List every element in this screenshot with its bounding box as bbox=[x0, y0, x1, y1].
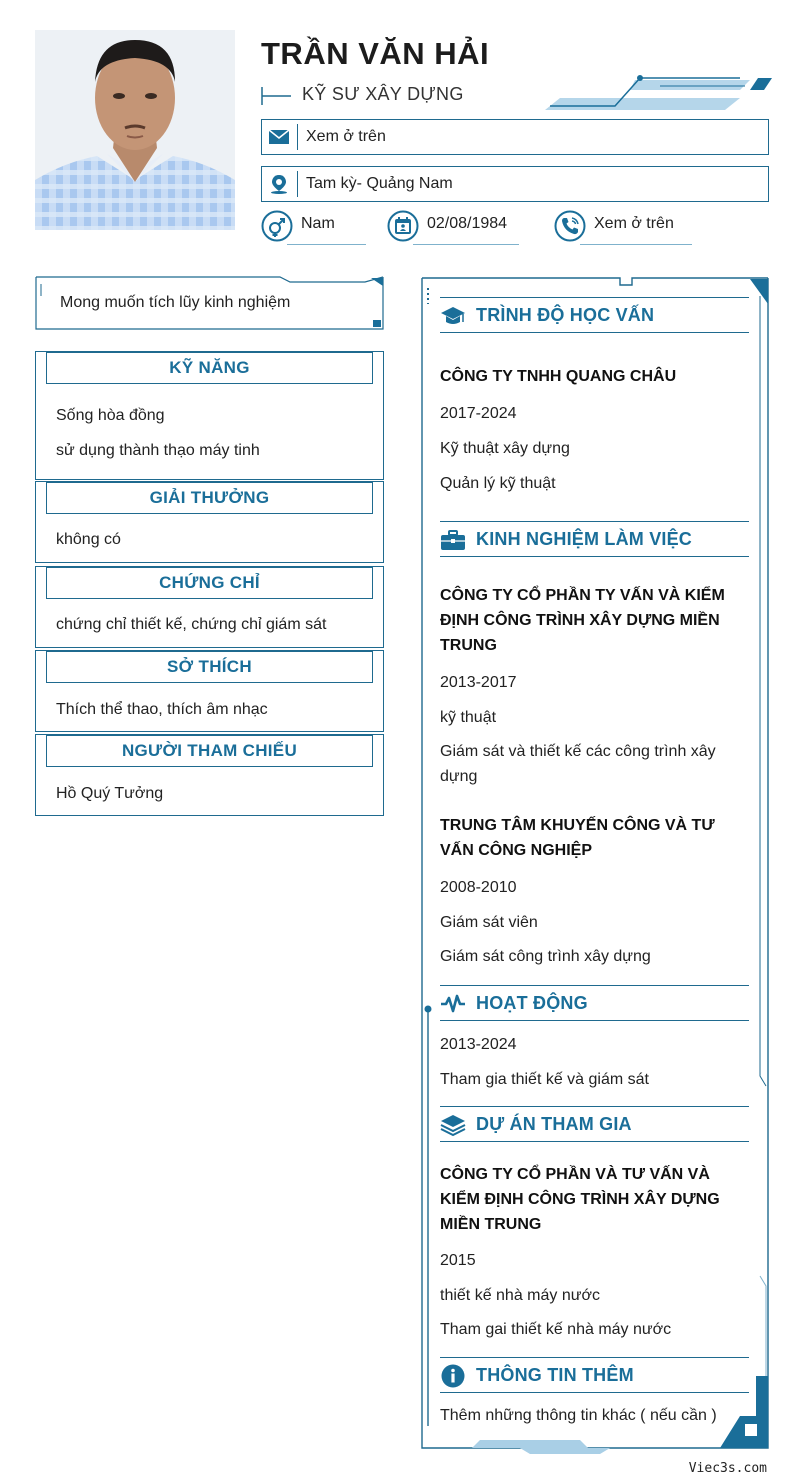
job-period: 2013-2017 bbox=[440, 674, 517, 691]
education-title: TRÌNH ĐỘ HỌC VẤN bbox=[476, 305, 655, 325]
skills-section bbox=[35, 351, 384, 480]
email-value: Xem ở trên bbox=[306, 128, 386, 145]
education-period: 2017-2024 bbox=[440, 405, 517, 422]
activity-period: 2013-2024 bbox=[440, 1036, 517, 1053]
address-row bbox=[261, 166, 769, 202]
activities-heading bbox=[440, 985, 749, 1021]
profile-photo bbox=[35, 30, 235, 230]
project-company: CÔNG TY CỔ PHẦN VÀ TƯ VẤN VÀ KIỂM ĐỊNH CÔNG TRÌNH XÂY DỰNG MIỀN TRUNG bbox=[440, 1166, 720, 1233]
projects-heading bbox=[440, 1106, 749, 1142]
experience-title: KINH NGHIỆM LÀM VIỆC bbox=[476, 529, 693, 549]
job-period: 2008-2010 bbox=[440, 879, 517, 896]
activities-title: HOẠT ĐỘNG bbox=[476, 993, 588, 1013]
email-row bbox=[261, 119, 769, 155]
reference-item: Hồ Quý Tưởng bbox=[56, 785, 164, 802]
certificates-heading: CHỨNG CHỈ bbox=[46, 567, 373, 599]
skill-item: Sống hòa đồng bbox=[56, 407, 165, 424]
award-item: không có bbox=[56, 531, 121, 548]
location-pin-icon bbox=[268, 174, 290, 194]
project-year: 2015 bbox=[440, 1252, 476, 1269]
skills-heading: KỸ NĂNG bbox=[46, 352, 373, 384]
phone-value: Xem ở trên bbox=[594, 215, 674, 232]
footer-watermark: Viec3s.com bbox=[688, 1461, 767, 1476]
job-company: CÔNG TY CỔ PHẦN TY VẤN VÀ KIỂM ĐỊNH CÔNG TRÌNH XÂY DỰNG MIỀN TRUNG bbox=[440, 587, 725, 654]
graduation-cap-icon bbox=[440, 304, 466, 328]
certificates-section bbox=[35, 566, 384, 648]
education-school: CÔNG TY TNHH QUANG CHÂU bbox=[440, 368, 677, 385]
experience-heading bbox=[440, 521, 749, 557]
phone-item bbox=[554, 210, 694, 250]
gender-value: Nam bbox=[301, 215, 335, 232]
briefcase-icon bbox=[440, 528, 466, 552]
certificate-item: chứng chỉ thiết kế, chứng chỉ giám sát bbox=[56, 616, 327, 633]
projects-title: DỰ ÁN THAM GIA bbox=[476, 1114, 632, 1134]
education-heading bbox=[440, 297, 749, 333]
gender-item bbox=[261, 210, 366, 250]
career-objective bbox=[35, 276, 384, 330]
hobbies-section bbox=[35, 650, 384, 732]
project-name: thiết kế nhà máy nước bbox=[440, 1287, 600, 1304]
references-heading: NGƯỜI THAM CHIẾU bbox=[46, 735, 373, 767]
calendar-icon bbox=[387, 210, 419, 242]
birthday-value: 02/08/1984 bbox=[427, 215, 508, 232]
separator bbox=[297, 171, 298, 197]
activity-description: Tham gia thiết kế và giám sát bbox=[440, 1071, 649, 1088]
awards-heading: GIẢI THƯỞNG bbox=[46, 482, 373, 514]
envelope-icon bbox=[268, 127, 290, 147]
underline bbox=[580, 244, 692, 245]
phone-icon bbox=[554, 210, 586, 242]
awards-section bbox=[35, 481, 384, 563]
job-description: Giám sát công trình xây dựng bbox=[440, 948, 651, 965]
underline bbox=[287, 244, 366, 245]
education-major: Kỹ thuật xây dựng bbox=[440, 440, 570, 457]
objective-text: Mong muốn tích lũy kinh nghiệm bbox=[60, 294, 291, 311]
layers-icon bbox=[440, 1113, 466, 1137]
job-description: Giám sát và thiết kế các công trình xây dựng bbox=[440, 743, 716, 785]
education-detail: Quản lý kỹ thuật bbox=[440, 475, 556, 492]
hobby-item: Thích thể thao, thích âm nhạc bbox=[56, 701, 268, 718]
job-company: TRUNG TÂM KHUYẾN CÔNG VÀ TƯ VẤN CÔNG NGHIỆP bbox=[440, 817, 715, 859]
address-value: Tam kỳ- Quảng Nam bbox=[306, 175, 453, 192]
job-role: kỹ thuật bbox=[440, 709, 497, 726]
hobbies-heading: SỞ THÍCH bbox=[46, 651, 373, 683]
underline bbox=[413, 244, 519, 245]
additional-info-text: Thêm những thông tin khác ( nếu cần ) bbox=[440, 1407, 717, 1424]
birthday-item bbox=[387, 210, 519, 250]
additional-info-title: THÔNG TIN THÊM bbox=[476, 1365, 634, 1385]
info-icon bbox=[440, 1364, 466, 1388]
job-position: KỸ SƯ XÂY DỰNG bbox=[302, 84, 464, 104]
project-description: Tham gai thiết kế nhà máy nước bbox=[440, 1321, 672, 1338]
additional-info-heading bbox=[440, 1357, 749, 1393]
gender-icon bbox=[261, 210, 293, 242]
candidate-name: TRẦN VĂN HẢI bbox=[261, 36, 490, 71]
skill-item: sử dụng thành thạo máy tinh bbox=[56, 442, 260, 459]
title-line-decoration bbox=[261, 86, 291, 106]
job-role: Giám sát viên bbox=[440, 914, 538, 931]
pulse-icon bbox=[440, 992, 466, 1016]
separator bbox=[297, 124, 298, 150]
references-section bbox=[35, 734, 384, 816]
header-decoration bbox=[540, 70, 775, 115]
